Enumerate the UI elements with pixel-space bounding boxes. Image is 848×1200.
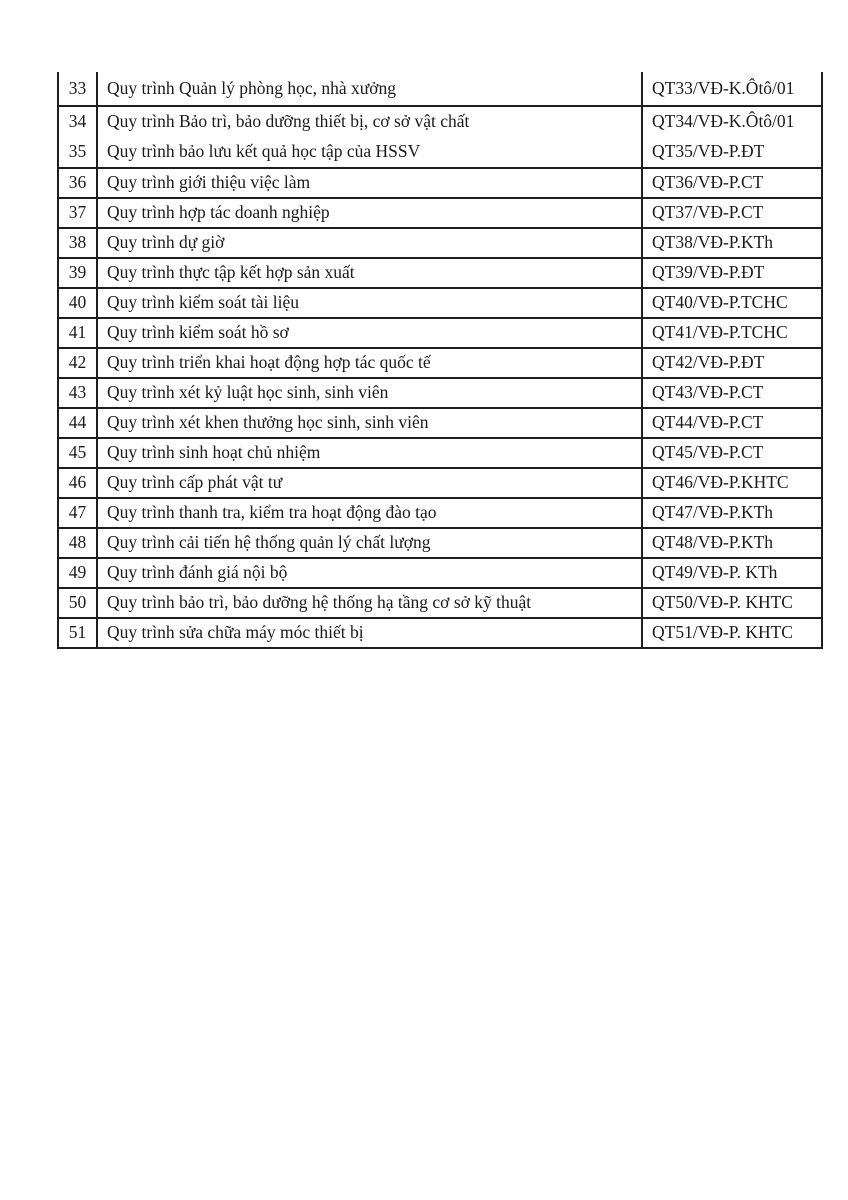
table-row [59, 439, 821, 467]
procedure-name-cell: Quy trình cải tiến hệ thống quản lý chất lượng [98, 529, 643, 557]
table-row-group [59, 107, 821, 169]
procedure-name-cell: Quy trình triển khai hoạt động hợp tác quốc tế [98, 349, 643, 377]
procedure-name-cell: Quy trình sửa chữa máy móc thiết bị [98, 619, 643, 647]
table-row [59, 589, 821, 617]
procedure-name-cell: Quy trình xét kỷ luật học sinh, sinh viên [98, 379, 643, 407]
table-row-group [59, 499, 821, 529]
table-row-group [59, 169, 821, 199]
procedure-code-cell: QT33/VĐ-K.Ôtô/01 [652, 77, 795, 98]
procedure-code-cell: QT47/VĐ-P.KTh [652, 502, 774, 523]
row-number-cell: 37 [59, 199, 98, 227]
procedure-code-cell: QT48/VĐ-P.KTh [652, 532, 774, 553]
table-row-group [59, 469, 821, 499]
table-row [59, 379, 821, 407]
table-row [59, 72, 821, 105]
table-row [59, 199, 821, 227]
row-number-cell: 38 [59, 229, 98, 257]
procedure-name-cell: Quy trình Bảo trì, bảo dưỡng thiết bị, cơ sở vật chất [98, 107, 643, 137]
procedure-name-cell: Quy trình đánh giá nội bộ [98, 559, 643, 587]
row-number-cell: 40 [59, 289, 98, 317]
row-number-cell: 44 [59, 409, 98, 437]
table-row-group [59, 72, 821, 107]
procedure-name-cell: Quy trình cấp phát vật tư [98, 469, 643, 497]
table-row-group [59, 619, 821, 649]
table-row-group [59, 379, 821, 409]
procedure-name-cell: Quy trình thanh tra, kiểm tra hoạt động đào tạo [98, 499, 643, 527]
procedure-code-cell: QT50/VĐ-P. KHTC [652, 592, 793, 613]
table-row-group [59, 199, 821, 229]
row-number-cell: 41 [59, 319, 98, 347]
procedure-name-cell: Quy trình giới thiệu việc làm [98, 169, 643, 197]
procedure-code-cell: QT39/VĐ-P.ĐT [652, 262, 765, 283]
table-row [59, 559, 821, 587]
table-row [59, 529, 821, 557]
table-row-group [59, 229, 821, 259]
table-row [59, 137, 821, 167]
procedure-name-cell: Quy trình dự giờ [98, 229, 643, 257]
procedure-code-cell: QT38/VĐ-P.KTh [652, 232, 774, 253]
row-number-cell: 43 [59, 379, 98, 407]
table-row-group [59, 559, 821, 589]
procedure-table [57, 72, 823, 649]
table-row-group [59, 349, 821, 379]
table-row [59, 619, 821, 647]
procedure-code-cell: QT45/VĐ-P.CT [652, 442, 764, 463]
procedure-code-cell: QT36/VĐ-P.CT [652, 172, 764, 193]
procedure-name-cell: Quy trình bảo trì, bảo dưỡng hệ thống hạ tầng cơ sở kỹ thuật [98, 589, 643, 617]
row-number-cell: 51 [59, 619, 98, 647]
table-row [59, 289, 821, 317]
row-number-cell: 50 [59, 589, 98, 617]
table-row [59, 469, 821, 497]
procedure-name-cell: Quy trình thực tập kết hợp sản xuất [98, 259, 643, 287]
table-row [59, 409, 821, 437]
procedure-name-cell: Quy trình hợp tác doanh nghiệp [98, 199, 643, 227]
procedure-code-cell: QT37/VĐ-P.CT [652, 202, 764, 223]
table-row-group [59, 529, 821, 559]
table-row [59, 229, 821, 257]
table-row [59, 107, 821, 137]
row-number-cell: 49 [59, 559, 98, 587]
table-row-group [59, 589, 821, 619]
row-number-cell: 46 [59, 469, 98, 497]
procedure-code-cell: QT44/VĐ-P.CT [652, 412, 764, 433]
row-number-cell: 48 [59, 529, 98, 557]
row-number-cell: 34 [59, 107, 98, 137]
table-row [59, 349, 821, 377]
table-row-group [59, 439, 821, 469]
procedure-code-cell: QT41/VĐ-P.TCHC [652, 322, 788, 343]
procedure-code-cell: QT43/VĐ-P.CT [652, 382, 764, 403]
table-row [59, 169, 821, 197]
procedure-code-cell: QT42/VĐ-P.ĐT [652, 352, 765, 373]
row-number-cell: 39 [59, 259, 98, 287]
row-number-cell: 42 [59, 349, 98, 377]
row-number-cell: 35 [59, 137, 98, 167]
row-number-cell: 33 [59, 72, 98, 105]
table-row [59, 319, 821, 347]
table-row-group [59, 259, 821, 289]
procedure-code-cell: QT35/VĐ-P.ĐT [652, 141, 765, 162]
procedure-name-cell: Quy trình kiểm soát hồ sơ [98, 319, 643, 347]
procedure-code-cell: QT49/VĐ-P. KTh [652, 562, 778, 583]
table-row-group [59, 409, 821, 439]
row-number-cell: 47 [59, 499, 98, 527]
procedure-name-cell: Quy trình bảo lưu kết quả học tập của HSSV [98, 137, 643, 167]
table-row [59, 259, 821, 287]
row-number-cell: 45 [59, 439, 98, 467]
procedure-code-cell: QT40/VĐ-P.TCHC [652, 292, 788, 313]
procedure-code-cell: QT51/VĐ-P. KHTC [652, 622, 793, 643]
procedure-code-cell: QT34/VĐ-K.Ôtô/01 [652, 111, 795, 132]
table-row-group [59, 319, 821, 349]
procedure-name-cell: Quy trình xét khen thưởng học sinh, sinh viên [98, 409, 643, 437]
table-row-group [59, 289, 821, 319]
table-row [59, 499, 821, 527]
procedure-name-cell: Quy trình Quản lý phòng học, nhà xưởng [98, 72, 643, 105]
procedure-name-cell: Quy trình kiểm soát tài liệu [98, 289, 643, 317]
row-number-cell: 36 [59, 169, 98, 197]
procedure-code-cell: QT46/VĐ-P.KHTC [652, 472, 789, 493]
procedure-name-cell: Quy trình sinh hoạt chủ nhiệm [98, 439, 643, 467]
